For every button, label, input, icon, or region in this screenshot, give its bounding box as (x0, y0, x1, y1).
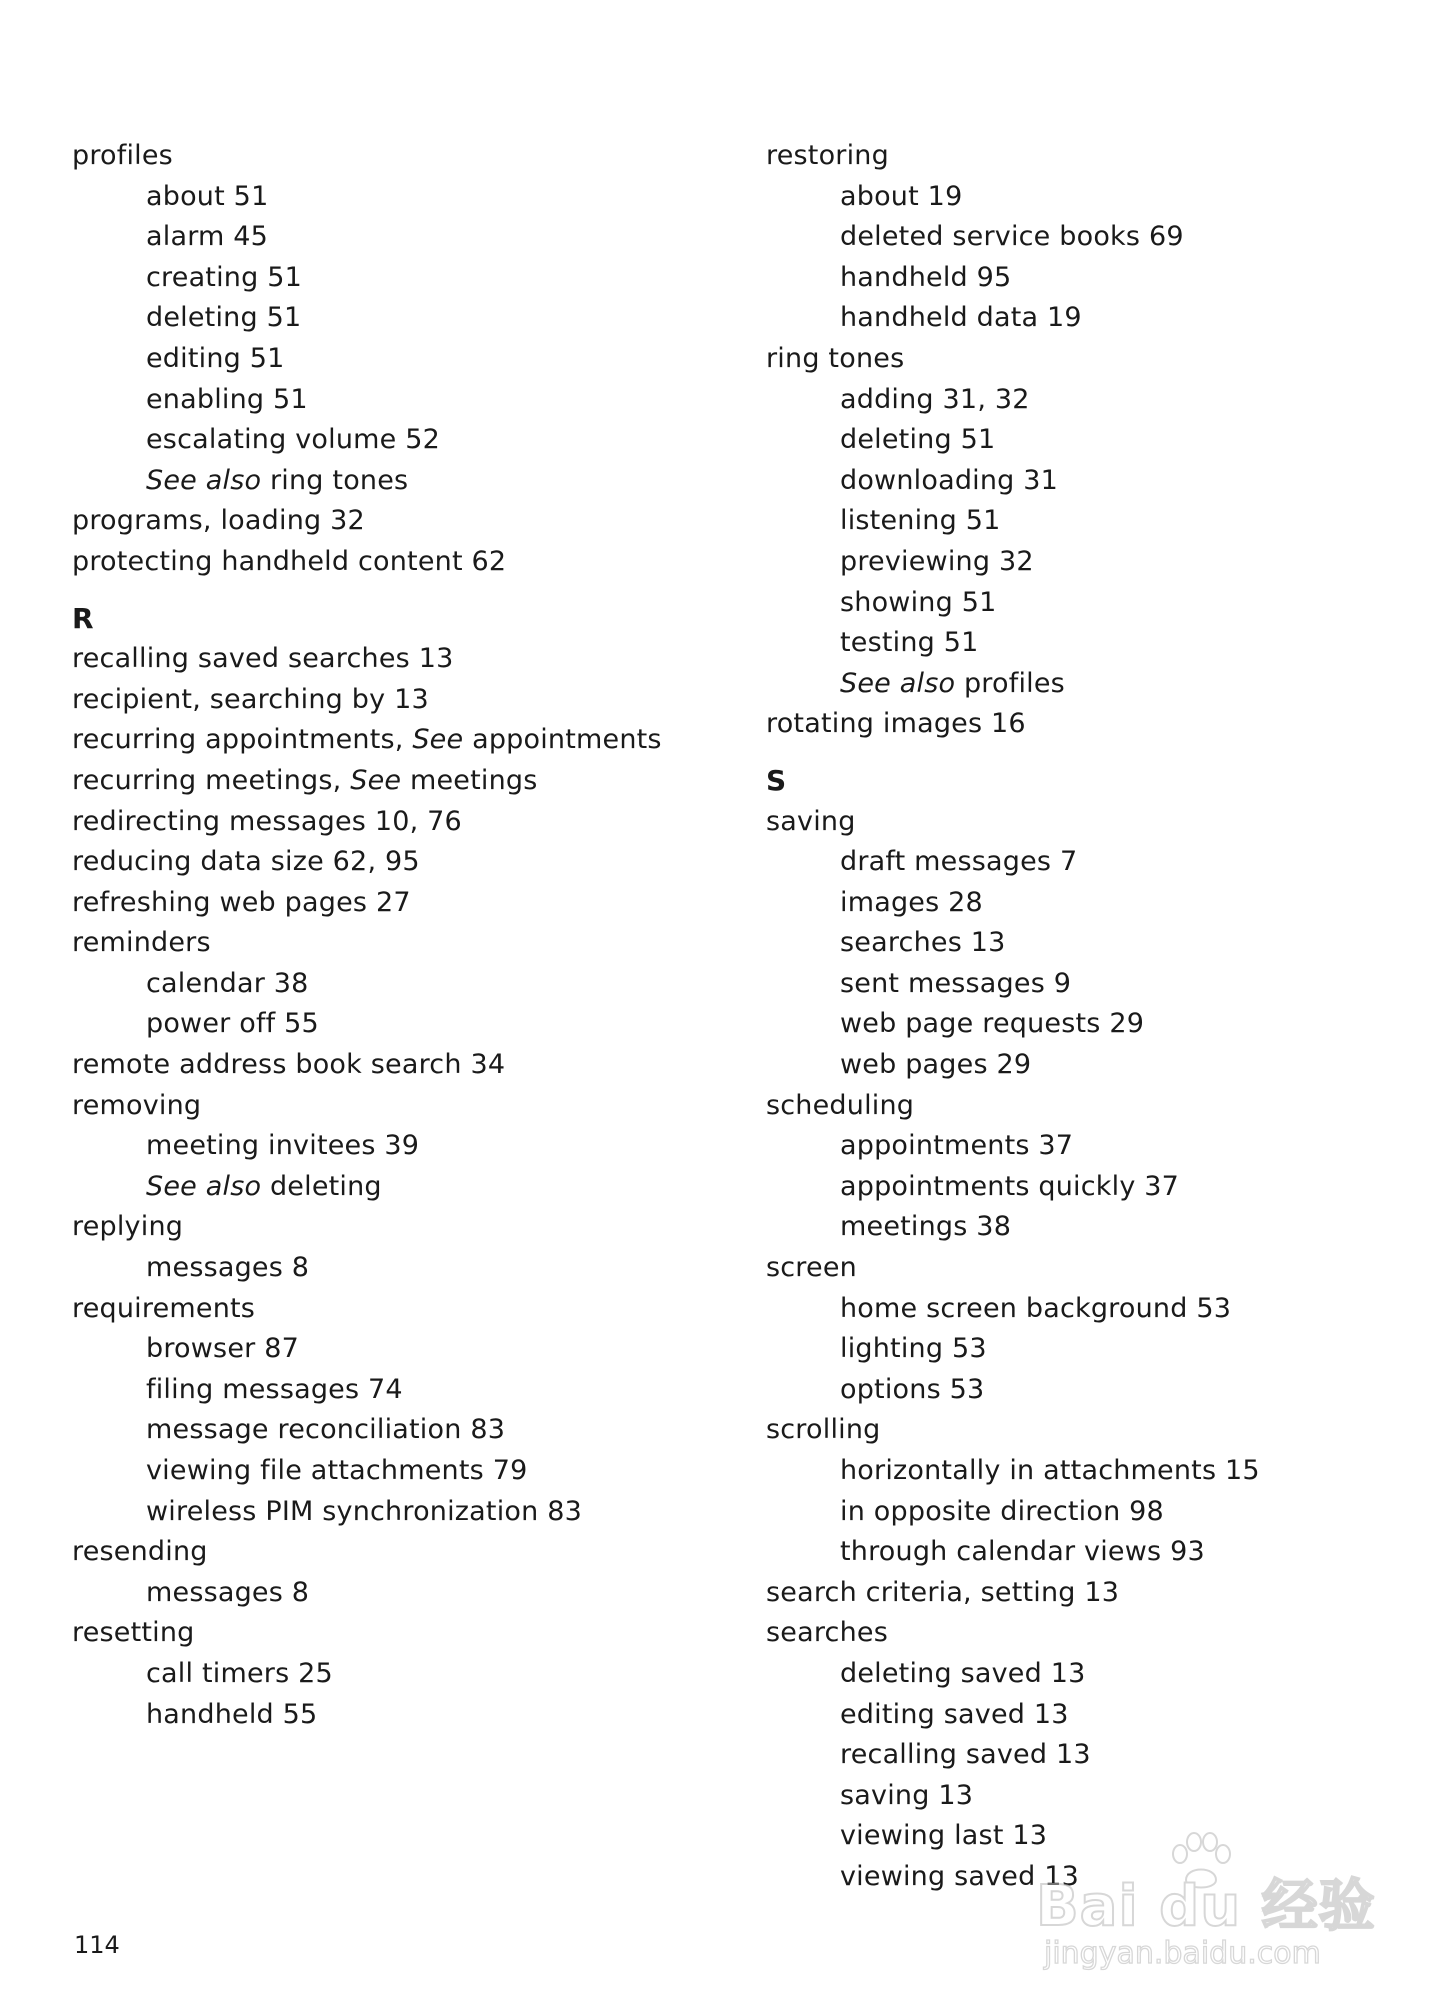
index-entry (72, 136, 712, 177)
index-subentry (766, 1735, 1406, 1776)
entry-text: horizontally in attachments 15 (840, 1455, 1260, 1486)
see-reference: See also (146, 464, 262, 496)
index-entry (766, 1613, 1406, 1654)
entry-text: reducing data size 62, 95 (72, 846, 420, 878)
watermark-main-text: Bai du 经验 (1036, 1874, 1376, 1939)
index-entry (72, 1289, 712, 1330)
index-subentry (766, 420, 1406, 461)
entry-text: deleted service books 69 (840, 221, 1184, 253)
index-entry (766, 339, 1406, 380)
index-entry (72, 802, 712, 843)
index-subentry (72, 1573, 712, 1614)
index-entry (72, 883, 712, 924)
watermark-url-text: jingyan.baidu.com (1044, 1936, 1321, 1971)
entry-text: viewing last 13 (840, 1820, 1048, 1852)
entry-text: creating 51 (146, 261, 302, 293)
index-subentry (72, 217, 712, 258)
see-reference: See also (146, 1170, 262, 1202)
index-subentry (766, 177, 1406, 218)
index-subentry (766, 1289, 1406, 1330)
index-subentry (72, 461, 712, 502)
entry-text: editing saved 13 (840, 1698, 1069, 1730)
entry-text: deleting saved 13 (840, 1657, 1086, 1689)
index-subentry (72, 380, 712, 421)
entry-text: in opposite direction 98 (840, 1495, 1164, 1527)
entry-text: recipient, searching by 13 (72, 683, 429, 715)
entry-text: handheld data 19 (840, 302, 1082, 334)
entry-text: screen (766, 1252, 857, 1284)
index-entry (72, 1207, 712, 1248)
see-reference: See (350, 764, 402, 796)
see-reference: See (412, 724, 464, 756)
entry-text: recalling saved 13 (840, 1739, 1091, 1771)
index-subentry (766, 1654, 1406, 1695)
entry-text: draft messages 7 (840, 846, 1078, 878)
section-letter (72, 599, 712, 640)
entry-text: previewing 32 (840, 545, 1034, 577)
entry-text: handheld 95 (840, 261, 1012, 293)
index-subentry (766, 1492, 1406, 1533)
entry-text: editing 51 (146, 342, 285, 374)
entry-text: R (72, 601, 94, 635)
entry-text: handheld 55 (146, 1698, 318, 1730)
entry-text: meetings 38 (840, 1211, 1012, 1243)
entry-text: alarm 45 (146, 221, 269, 253)
index-entry (72, 639, 712, 680)
index-entry (72, 1613, 712, 1654)
index-subentry (766, 1126, 1406, 1167)
entry-text: downloading 31 (840, 464, 1059, 496)
index-subentry (72, 177, 712, 218)
entry-text: rotating images 16 (766, 708, 1026, 740)
index-entry (72, 1086, 712, 1127)
entry-text: ring tones (766, 342, 905, 374)
index-subentry (766, 923, 1406, 964)
index-entry (72, 542, 712, 583)
entry-text: listening 51 (840, 505, 1001, 537)
entry-text: saving (766, 805, 856, 837)
entry-text: resending (72, 1536, 208, 1568)
entry-text: reminders (72, 927, 211, 959)
index-entry (766, 136, 1406, 177)
entry-text: options 53 (840, 1373, 985, 1405)
entry-text: refreshing web pages 27 (72, 886, 411, 918)
entry-text: home screen background 53 (840, 1292, 1232, 1324)
index-subentry (766, 1695, 1406, 1736)
index-entry (766, 1086, 1406, 1127)
index-subentry (766, 1329, 1406, 1370)
entry-text: replying (72, 1211, 184, 1243)
page-number: 114 (74, 1931, 120, 1959)
entry-text: about 19 (840, 180, 963, 212)
entry-text: ring tones (261, 464, 409, 496)
entry-text: saving 13 (840, 1779, 974, 1811)
index-subentry (766, 1451, 1406, 1492)
entry-text: programs, loading 32 (72, 505, 365, 537)
entry-text: appointments quickly 37 (840, 1170, 1180, 1202)
entry-text: profiles (955, 667, 1065, 699)
index-subentry (766, 1167, 1406, 1208)
baidu-watermark (1036, 1832, 1376, 1982)
index-subentry (766, 542, 1406, 583)
index-subentry (766, 258, 1406, 299)
index-subentry (72, 1126, 712, 1167)
entry-text: web pages 29 (840, 1049, 1032, 1081)
entry-text: deleting (261, 1170, 382, 1202)
entry-text: deleting 51 (146, 302, 302, 334)
index-entry (766, 1248, 1406, 1289)
entry-text: filing messages 74 (146, 1373, 403, 1405)
entry-text: search criteria, setting 13 (766, 1576, 1120, 1608)
index-subentry (72, 1492, 712, 1533)
entry-text: enabling 51 (146, 383, 308, 415)
index-subentry (766, 964, 1406, 1005)
index-subentry (72, 1451, 712, 1492)
entry-text: resetting (72, 1617, 195, 1649)
entry-text: escalating volume 52 (146, 424, 440, 456)
entry-text: searches 13 (840, 927, 1006, 959)
entry-text: browser 87 (146, 1333, 299, 1365)
entry-text: S (766, 763, 787, 797)
entry-text: testing 51 (840, 627, 979, 659)
index-subentry (766, 883, 1406, 924)
entry-text: messages 8 (146, 1252, 310, 1284)
index-subentry (766, 1532, 1406, 1573)
index-subentry (72, 339, 712, 380)
index-entry (766, 1573, 1406, 1614)
index-subentry (766, 1207, 1406, 1248)
index-subentry (766, 461, 1406, 502)
entry-text: remote address book search 34 (72, 1049, 506, 1081)
entry-text: recalling saved searches 13 (72, 643, 454, 675)
index-subentry (72, 1329, 712, 1370)
index-subentry (766, 1370, 1406, 1411)
index-subentry (766, 1776, 1406, 1817)
index-subentry (766, 217, 1406, 258)
entry-text: images 28 (840, 886, 983, 918)
index-subentry (766, 1004, 1406, 1045)
entry-text: showing 51 (840, 586, 997, 618)
entry-text: viewing saved 13 (840, 1860, 1079, 1892)
index-subentry (72, 298, 712, 339)
entry-text: deleting 51 (840, 424, 996, 456)
index-subentry (766, 623, 1406, 664)
index-subentry (72, 1654, 712, 1695)
entry-text: appointments 37 (840, 1130, 1074, 1162)
entry-text: call timers 25 (146, 1657, 333, 1689)
index-subentry (766, 664, 1406, 705)
entry-text: adding 31, 32 (840, 383, 1030, 415)
entry-text: recurring appointments, (72, 724, 413, 756)
entry-text: through calendar views 93 (840, 1536, 1205, 1568)
entry-text: meeting invitees 39 (146, 1130, 420, 1162)
index-entry (72, 923, 712, 964)
entry-text: messages 8 (146, 1576, 310, 1608)
index-entry (72, 501, 712, 542)
index-entry (72, 761, 712, 802)
index-column-right (766, 136, 1406, 1898)
index-entry (72, 680, 712, 721)
index-subentry (72, 258, 712, 299)
index-subentry (766, 298, 1406, 339)
index-subentry (766, 380, 1406, 421)
entry-text: meetings (401, 764, 538, 796)
index-column-left (72, 136, 712, 1735)
entry-text: web page requests 29 (840, 1008, 1145, 1040)
index-subentry (72, 964, 712, 1005)
entry-text: profiles (72, 140, 173, 171)
entry-text: appointments (463, 724, 662, 756)
entry-text: viewing file attachments 79 (146, 1455, 528, 1486)
index-subentry (766, 583, 1406, 624)
entry-text: about 51 (146, 180, 269, 212)
entry-text: restoring (766, 140, 889, 171)
entry-text: power off 55 (146, 1008, 319, 1040)
index-subentry (72, 1248, 712, 1289)
index-subentry (72, 1410, 712, 1451)
section-letter (766, 761, 1406, 802)
entry-text: requirements (72, 1292, 256, 1324)
entry-text: protecting handheld content 62 (72, 545, 507, 577)
entry-text: scheduling (766, 1089, 915, 1121)
index-entry (72, 842, 712, 883)
entry-text: redirecting messages 10, 76 (72, 805, 462, 837)
see-reference: See also (840, 667, 956, 699)
entry-text: scrolling (766, 1414, 881, 1446)
index-subentry (72, 420, 712, 461)
index-entry (72, 720, 712, 761)
index-subentry (766, 501, 1406, 542)
index-entry (766, 704, 1406, 745)
index-entry (72, 1532, 712, 1573)
entry-text: wireless PIM synchronization 83 (146, 1495, 582, 1527)
entry-text: lighting 53 (840, 1333, 987, 1365)
index-subentry (72, 1167, 712, 1208)
index-subentry (72, 1695, 712, 1736)
entry-text: recurring meetings, (72, 764, 351, 796)
index-entry (72, 1045, 712, 1086)
index-subentry (72, 1004, 712, 1045)
index-entry (766, 802, 1406, 843)
entry-text: removing (72, 1089, 202, 1121)
entry-text: searches (766, 1617, 888, 1649)
entry-text: message reconciliation 83 (146, 1414, 506, 1446)
entry-text: sent messages 9 (840, 967, 1072, 999)
index-subentry (766, 842, 1406, 883)
index-subentry (766, 1045, 1406, 1086)
index-subentry (72, 1370, 712, 1411)
index-entry (766, 1410, 1406, 1451)
entry-text: calendar 38 (146, 967, 309, 999)
